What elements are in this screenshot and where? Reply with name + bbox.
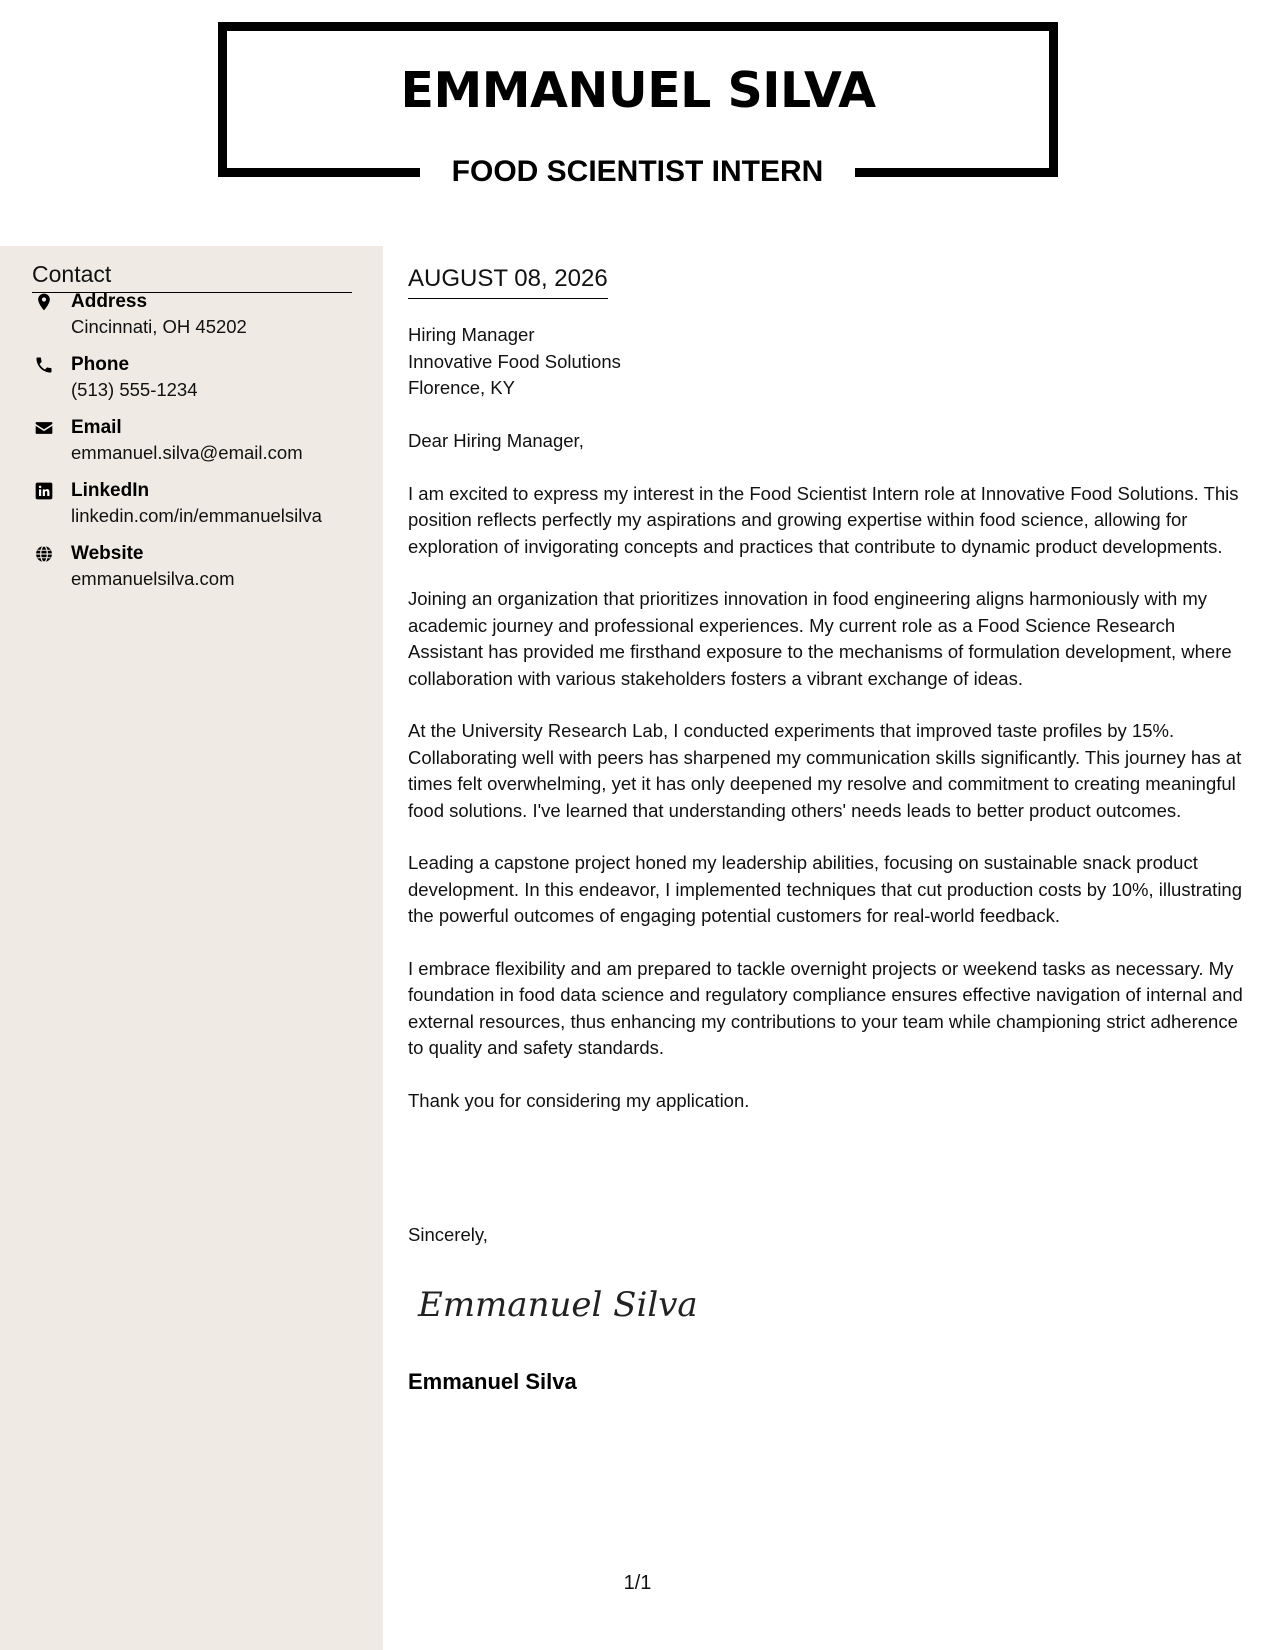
- recipient-name: Hiring Manager: [408, 324, 535, 345]
- closing: Sincerely,: [408, 1224, 488, 1245]
- website-label: Website: [71, 543, 144, 564]
- contact-sidebar: [0, 246, 383, 1650]
- address-value: Cincinnati, OH 45202: [71, 316, 247, 337]
- envelope-icon: [34, 418, 54, 438]
- recipient-company: Innovative Food Solutions: [408, 350, 621, 372]
- email-label: Email: [71, 417, 122, 438]
- phone-value: (513) 555-1234: [71, 379, 198, 400]
- linkedin-label: LinkedIn: [71, 480, 150, 501]
- letter-paragraphs: [408, 428, 1253, 1140]
- thanks-line: Thank you for considering my application.: [408, 1089, 750, 1111]
- paragraph-3: At the University Research Lab, I conducted experiments that improved taste profiles by 15%. Collaborating well with peers has sharpened my communication skills significantly. This journey has at times felt overwhelming, yet it has only deepened my resolve and commitment to creating meaningful food solutions. I've learned that understanding others' needs leads to better product outcomes.: [408, 720, 1242, 821]
- paragraph-5: I embrace flexibility and am prepared to tackle overnight projects or weekend tasks as necessary. My foundation in food data science and regulatory compliance ensures effective navigation of internal and external resources, thus enhancing my contributions to your team while championing strict adherence to quality and safety standards.: [408, 957, 1243, 1058]
- email-value: emmanuel.silva@email.com: [71, 442, 303, 463]
- paragraph-2: Joining an organization that prioritizes innovation in food engineering aligns harmoniously with my academic journey and professional experiences. My current role as a Food Science Research Assistant has provided me firsthand exposure to the mechanisms of formulation development, where collaboration with various stakeholders fosters a vibrant exchange of ideas.: [408, 588, 1232, 689]
- recipient-block: [408, 322, 621, 402]
- page-number: 1/1: [623, 1572, 652, 1594]
- signature-text: Emmanuel Silva: [418, 1285, 698, 1325]
- signature-image: [414, 1276, 698, 1332]
- phone-icon: [34, 355, 54, 375]
- linkedin-value: linkedin.com/in/emmanuelsilva: [71, 505, 322, 526]
- recipient-location: Florence, KY: [408, 377, 515, 398]
- globe-icon: [34, 544, 54, 564]
- paragraph-1: I am excited to express my interest in the Food Scientist Intern role at Innovative Food Solutions. This position reflects perfectly my aspirations and growing expertise within food science, allowing for exploration of invigorating concepts and practices that contribute to dynamic product developments.: [408, 482, 1239, 557]
- job-title: FOOD SCIENTIST INTERN: [420, 152, 856, 192]
- paragraph-4: Leading a capstone project honed my leadership abilities, focusing on sustainable snack product development. In this endeavor, I implemented techniques that cut production costs by 10%, illustrating the powerful outcomes of engaging potential customers for real-world feedback.: [408, 852, 1243, 926]
- salutation: Dear Hiring Manager,: [408, 430, 584, 451]
- map-pin-icon: [34, 292, 54, 312]
- contact-heading: Contact: [32, 260, 352, 293]
- signer-name: Emmanuel Silva: [408, 1369, 577, 1394]
- website-value: emmanuelsilva.com: [71, 568, 235, 589]
- applicant-name: EMMANUEL SILVA: [400, 62, 876, 119]
- address-label: Address: [71, 291, 148, 312]
- phone-label: Phone: [71, 354, 130, 375]
- letter-date: AUGUST 08, 2026: [408, 264, 608, 299]
- job-title-wrapper: [0, 152, 1275, 192]
- linkedin-icon: [34, 481, 54, 501]
